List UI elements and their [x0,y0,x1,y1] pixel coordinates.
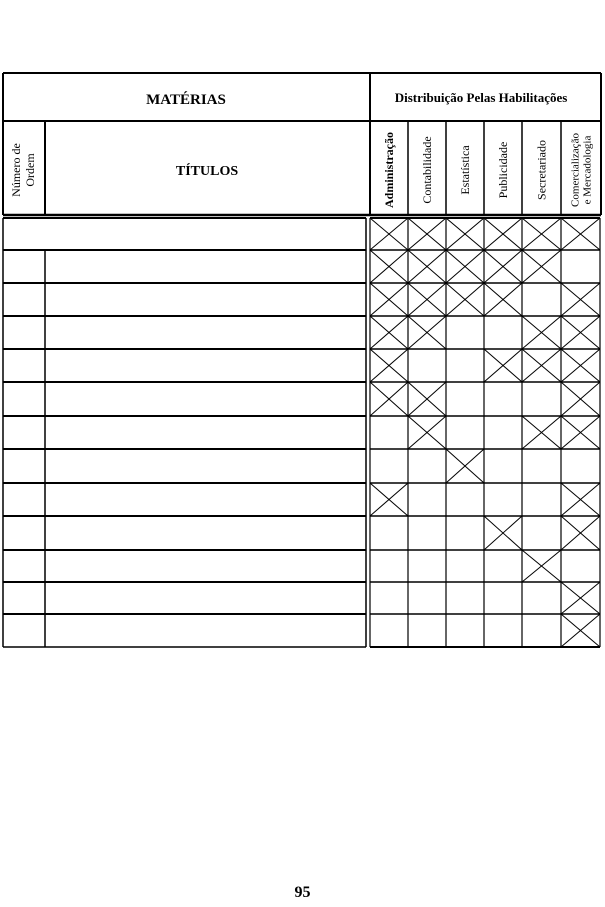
x-mark [446,250,484,283]
x-mark [408,250,446,283]
x-mark [561,349,600,382]
order-number-label-line2: Ordem [23,153,37,187]
x-mark [484,349,522,382]
x-mark [561,516,600,550]
habilitacao-label: Comercialização [569,133,582,207]
x-mark [522,550,561,582]
x-mark [561,218,600,250]
x-mark [370,250,408,283]
x-mark [522,316,561,349]
x-mark [561,614,600,647]
x-mark [522,250,561,283]
x-mark [370,218,408,250]
x-mark [446,449,484,483]
x-mark [446,283,484,316]
x-mark [408,218,446,250]
x-mark [370,283,408,316]
habilitacao-label: Publicidade [496,141,510,199]
x-mark [408,382,446,416]
x-mark [408,283,446,316]
x-mark [484,516,522,550]
x-mark [522,218,561,250]
order-number-label-line1: Número de [9,143,23,197]
x-mark [561,316,600,349]
x-mark [408,416,446,449]
habilitacao-label: Contabilidade [420,136,434,204]
x-mark [370,316,408,349]
titulos-heading: TÍTULOS [175,164,239,179]
x-mark [370,382,408,416]
x-mark [370,349,408,382]
x-mark [408,316,446,349]
x-mark [561,483,600,516]
habilitacao-label: Administração [382,132,396,208]
x-mark [561,582,600,614]
x-mark [446,218,484,250]
x-mark [561,283,600,316]
x-mark [484,250,522,283]
distribuicao-heading: Distribuição Pelas Habilitações [394,90,568,105]
x-mark [370,483,408,516]
x-mark [561,416,600,449]
x-mark [522,416,561,449]
x-mark [522,349,561,382]
habilitacao-label: Estatística [458,145,472,195]
habilitacao-label: e Mercadologia [581,135,594,205]
habilitacao-label: Secretariado [534,140,549,200]
x-mark [484,283,522,316]
x-mark [484,218,522,250]
table-grid [3,218,600,647]
page-number: 95 [294,884,311,901]
materias-heading: MATÉRIAS [146,92,226,108]
habilitacoes-labels [382,132,594,208]
x-mark [561,382,600,416]
